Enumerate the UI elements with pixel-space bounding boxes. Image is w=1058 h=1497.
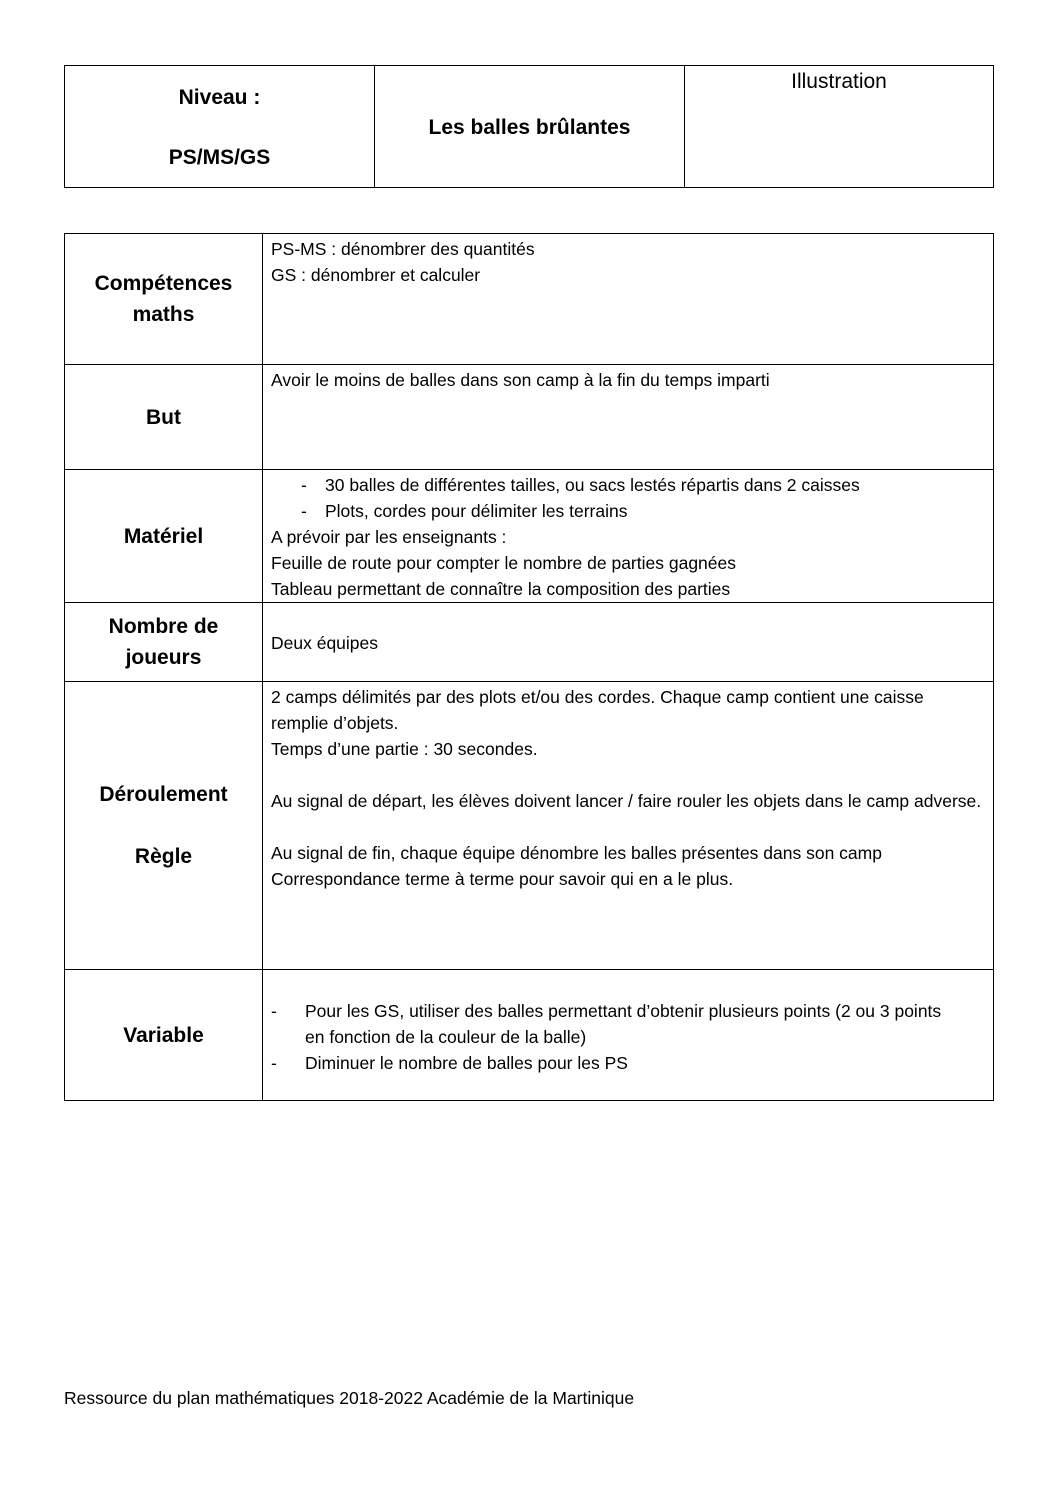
content-line: GS : dénombrer et calculer [271, 265, 481, 285]
row-label-deroulement [65, 682, 263, 970]
levels-value: PS/MS/GS [168, 146, 271, 169]
content-line: Tableau permettant de connaître la composition des parties [271, 579, 731, 599]
label-line: maths [132, 303, 195, 326]
footer-text: Ressource du plan mathématiques 2018-2022 Académie de la Martinique [64, 1388, 635, 1408]
content-paragraph: Correspondance terme à terme pour savoir qui en a le plus. [271, 869, 734, 889]
bullet-text: Pour les GS, utiliser des balles permettant d’obtenir plusieurs points (2 ou 3 points en fonction de la couleur de la balle) [305, 1001, 942, 1047]
activity-table [64, 233, 994, 1101]
content-paragraph: Au signal de départ, les élèves doivent lancer / faire rouler les objets dans le camp adverse. [271, 791, 982, 811]
row-label-competences [65, 234, 263, 365]
row-but [65, 365, 994, 470]
row-content-competences [263, 234, 994, 365]
niveau-label: Niveau : [178, 86, 261, 109]
bullet-text: 30 balles de différentes tailles, ou sacs lestés répartis dans 2 caisses [325, 475, 860, 495]
row-label-but: But [65, 365, 263, 470]
label-line: Déroulement [99, 783, 228, 806]
row-deroulement [65, 682, 994, 970]
row-content-deroulement [263, 682, 994, 970]
bullet-dash: - [271, 1053, 277, 1073]
row-competences [65, 234, 994, 365]
row-content-materiel [263, 470, 994, 603]
illustration-label: Illustration [791, 70, 887, 93]
row-content-variable [263, 970, 994, 1101]
bullet-item [271, 498, 985, 524]
label-line: joueurs [125, 646, 202, 669]
content-line: Deux équipes [271, 633, 379, 653]
header-title-cell [375, 66, 685, 187]
row-label-joueurs [65, 603, 263, 682]
content-paragraph: Au signal de fin, chaque équipe dénombre les balles présentes dans son camp [271, 843, 882, 863]
row-label-variable: Variable [65, 970, 263, 1101]
content-line: A prévoir par les enseignants : [271, 527, 507, 547]
bullet-text: Plots, cordes pour délimiter les terrains [325, 501, 628, 521]
label-line: Nombre de [108, 615, 219, 638]
label-spacer [65, 810, 262, 841]
content-paragraph: 2 camps délimités par des plots et/ou des cordes. Chaque camp contient une caisse remplie d’objets. [271, 687, 924, 733]
bullet-item [271, 1050, 985, 1076]
label-line: Règle [134, 845, 193, 868]
header-level-cell [65, 66, 375, 187]
page-title: Les balles brûlantes [428, 116, 631, 139]
row-joueurs [65, 603, 994, 682]
header-table [64, 65, 994, 188]
bullet-text: Diminuer le nombre de balles pour les PS [305, 1053, 628, 1073]
content-line: PS-MS : dénombrer des quantités [271, 239, 535, 259]
content-line: Avoir le moins de balles dans son camp à la fin du temps imparti [271, 370, 770, 390]
label-line: Compétences [94, 272, 233, 295]
content-line: Feuille de route pour compter le nombre de parties gagnées [271, 553, 736, 573]
bullet-dash: - [301, 501, 307, 521]
row-variable [65, 970, 994, 1101]
paragraph-spacer [271, 814, 985, 840]
row-label-materiel: Matériel [65, 470, 263, 603]
row-content-joueurs [263, 603, 994, 682]
bullet-dash: - [271, 1001, 277, 1021]
row-materiel [65, 470, 994, 603]
bullet-item [271, 998, 985, 1050]
bullet-dash: - [301, 475, 307, 495]
bullet-item [271, 472, 985, 498]
header-illustration-cell [685, 66, 993, 187]
content-paragraph: Temps d’une partie : 30 secondes. [271, 739, 538, 759]
row-content-but [263, 365, 994, 470]
paragraph-spacer [271, 762, 985, 788]
